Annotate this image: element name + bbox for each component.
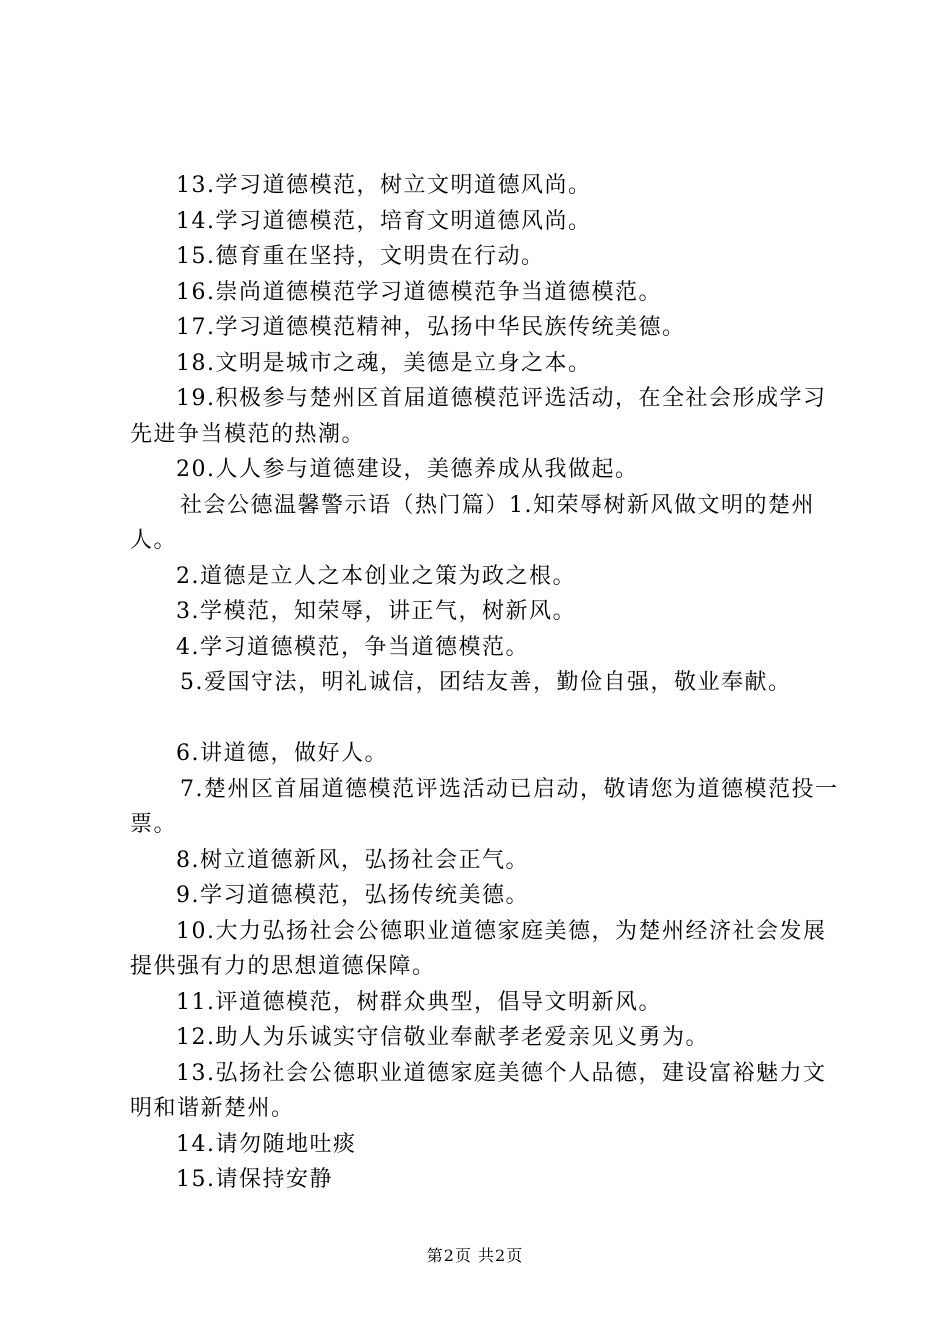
paragraph: 14.请勿随地吐痰 [176,1131,357,1157]
paragraph: 15.德育重在坚持，文明贵在行动。 [176,244,545,269]
paragraph: 14.学习道德模范，培育文明道德风尚。 [176,208,592,234]
paragraph: 4.学习道德模范，争当道德模范。 [176,634,529,660]
document-body [130,168,845,1198]
paragraph: 6.讲道德，做好人。 [176,741,388,766]
section-heading-paragraph: 社会公德温馨警示语（热门篇）1.知荣辱树新风做文明的楚州人。 [130,492,815,553]
paragraph: 11.评道德模范，树群众典型，倡导文明新风。 [176,989,662,1015]
paragraph: 12.助人为乐诚实守信敬业奉献孝老爱亲见义勇为。 [176,1025,709,1050]
paragraph: 3.学模范，知荣辱，讲正气，树新风。 [176,599,576,624]
paragraph: 9.学习道德模范，弘扬传统美德。 [176,883,529,908]
page-number-footer: 第2页 共2页 [426,1246,524,1265]
paragraph: 10.大力弘扬社会公德职业道德家庭美德，为楚州经济社会发展提供强有力的思想道德保障。 [130,918,827,979]
paragraph: 15.请保持安静 [176,1167,333,1192]
paragraph: 18.文明是城市之魂，美德是立身之本。 [176,350,592,376]
paragraph: 17.学习道德模范精神，弘扬中华民族传统美德。 [176,315,686,340]
paragraph: 19.积极参与楚州区首届道德模范评选活动，在全社会形成学习先进争当模范的热潮。 [130,386,827,447]
paragraph: 13.学习道德模范，树立文明道德风尚。 [176,173,592,198]
paragraph: 5.爱国守法，明礼诚信，团结友善，勤俭自强，敬业奉献。 [180,670,792,695]
paragraph: 16.崇尚道德模范学习道德模范争当道德模范。 [176,279,662,305]
paragraph: 13.弘扬社会公德职业道德家庭美德个人品德，建设富裕魅力文明和谐新楚州。 [130,1060,827,1121]
paragraph: 2.道德是立人之本创业之策为政之根。 [176,563,576,589]
paragraph: 8.树立道德新风，弘扬社会正气。 [176,847,529,873]
paragraph: 7.楚州区首届道德模范评选活动已启动，敬请您为道德模范投一票。 [130,776,839,837]
paragraph: 20.人人参与道德建设，美德养成从我做起。 [176,457,639,482]
